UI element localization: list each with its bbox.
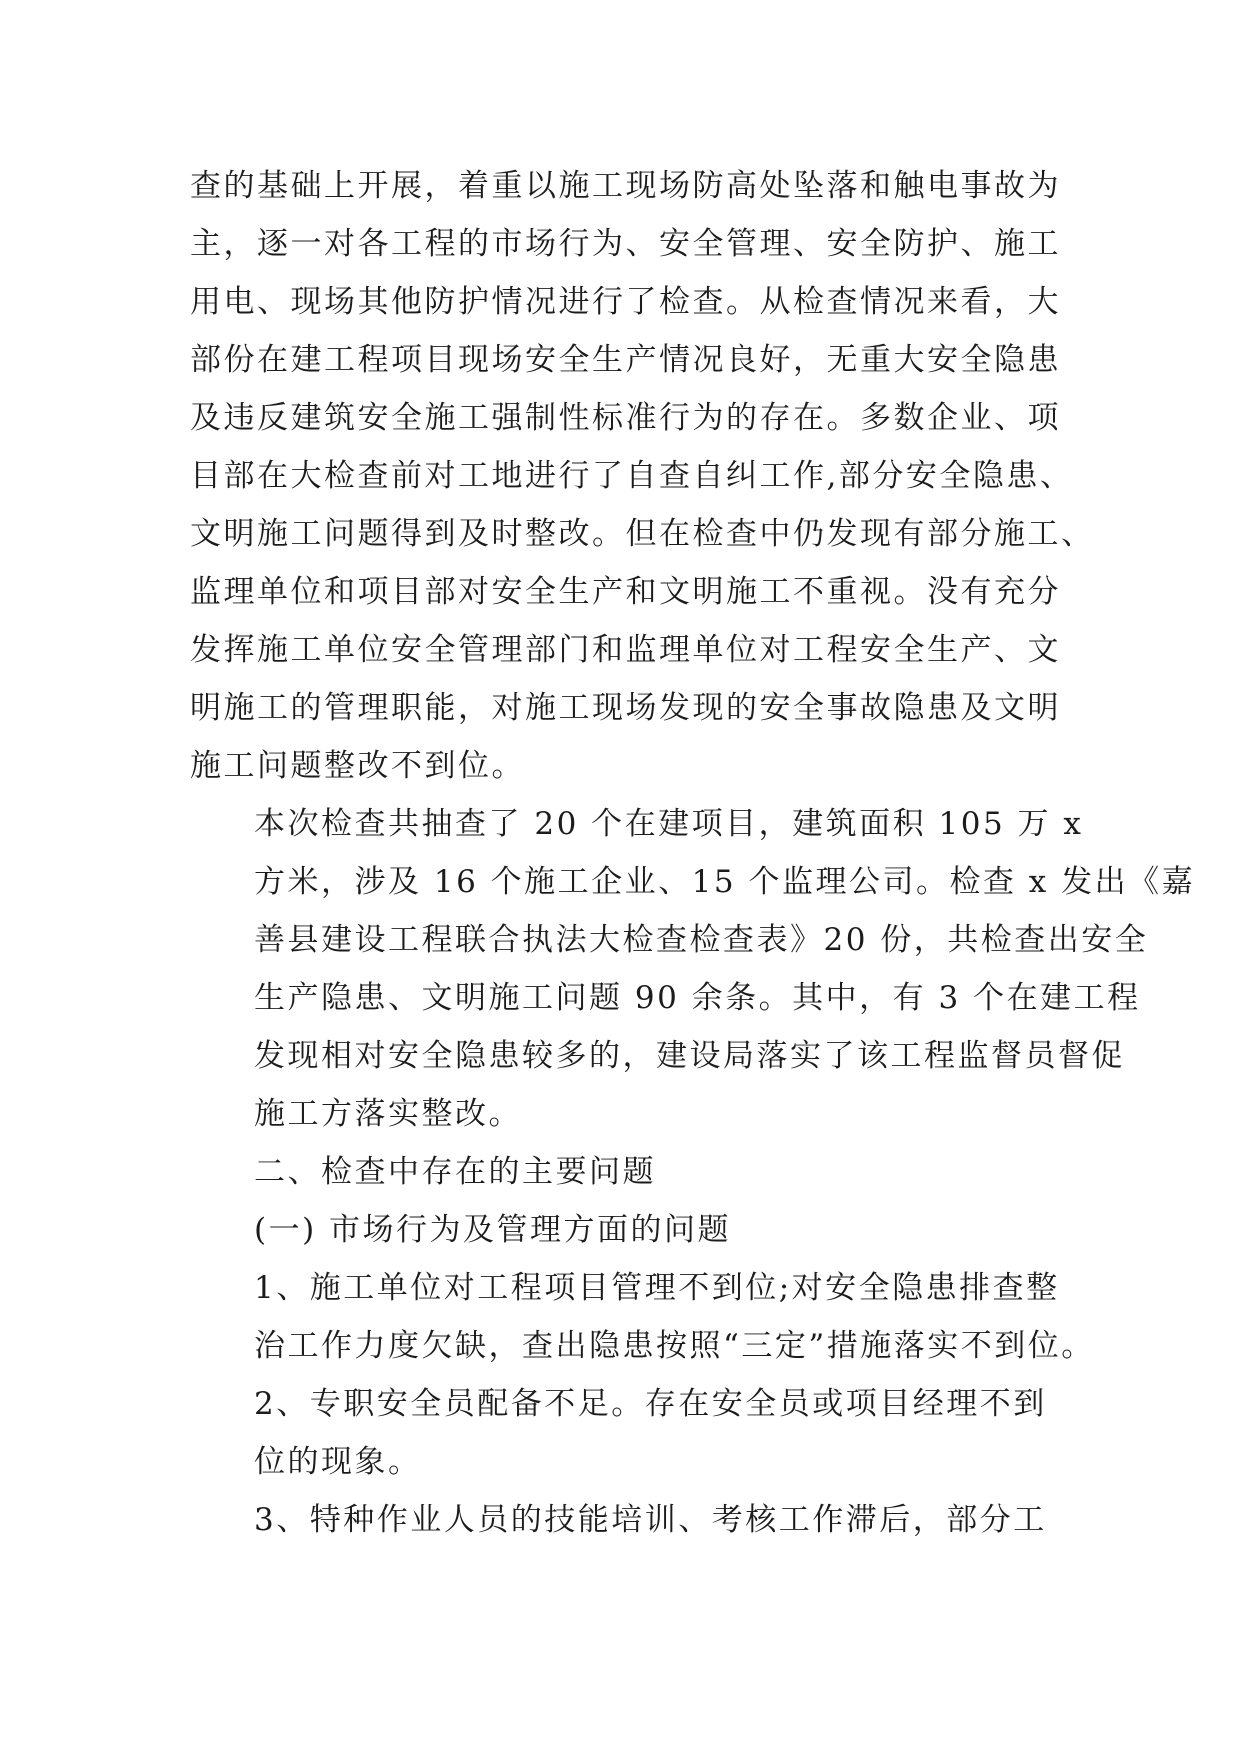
paragraph bbox=[190, 795, 1196, 1143]
text-line: 查的基础上开展，着重以施工现场防高处坠落和触电事故为 bbox=[190, 168, 1061, 204]
text-line: 施工方落实整改。 bbox=[254, 1096, 522, 1132]
paragraph bbox=[190, 1201, 1060, 1259]
text-line: 生产隐患、文明施工问题 90 余条。其中，有 3 个在建工程 bbox=[254, 980, 1141, 1016]
paragraph bbox=[190, 1375, 1060, 1491]
text-line: 本次检查共抽查了 20 个在建项目，建筑面积 105 万 x bbox=[254, 806, 1084, 842]
text-line: 监理单位和项目部对安全生产和文明施工不重视。没有充分 bbox=[190, 574, 1061, 610]
text-line: 治工作力度欠缺，查出隐患按照“三定”措施落实不到位。 bbox=[254, 1328, 1095, 1364]
paragraph bbox=[190, 1143, 1060, 1201]
text-line: 位的现象。 bbox=[254, 1444, 422, 1480]
text-line: 善县建设工程联合执法大检查检查表》20 份，共检查出安全 bbox=[254, 922, 1149, 958]
paragraph bbox=[190, 1259, 1095, 1375]
text-line: 1、施工单位对工程项目管理不到位;对安全隐患排查整 bbox=[254, 1270, 1060, 1306]
paragraph bbox=[190, 157, 1095, 795]
text-line: 及违反建筑安全施工强制性标准行为的存在。多数企业、项 bbox=[190, 400, 1061, 436]
text-line: (一) 市场行为及管理方面的问题 bbox=[254, 1212, 732, 1248]
text-line: 主，逐一对各工程的市场行为、安全管理、安全防护、施工 bbox=[190, 226, 1061, 262]
text-line: 发现相对安全隐患较多的，建设局落实了该工程监督员督促 bbox=[254, 1038, 1125, 1074]
text-line: 用电、现场其他防护情况进行了检查。从检查情况来看，大 bbox=[190, 284, 1061, 320]
text-line: 3、特种作业人员的技能培训、考核工作滞后，部分工 bbox=[254, 1502, 1047, 1538]
text-line: 二、检查中存在的主要问题 bbox=[254, 1154, 656, 1190]
body-text bbox=[190, 157, 1196, 1549]
paragraph bbox=[190, 1491, 1060, 1549]
text-line: 文明施工问题得到及时整改。但在检查中仍发现有部分施工、 bbox=[190, 516, 1095, 552]
text-line: 明施工的管理职能，对施工现场发现的安全事故隐患及文明 bbox=[190, 690, 1061, 726]
text-line: 目部在大检查前对工地进行了自查自纠工作,部分安全隐患、 bbox=[190, 458, 1074, 494]
text-line: 2、专职安全员配备不足。存在安全员或项目经理不到 bbox=[254, 1386, 1047, 1422]
text-line: 部份在建工程项目现场安全生产情况良好，无重大安全隐患 bbox=[190, 342, 1061, 378]
text-line: 方米，涉及 16 个施工企业、15 个监理公司。检查 x 发出《嘉 bbox=[254, 864, 1196, 900]
text-line: 施工问题整改不到位。 bbox=[190, 748, 525, 784]
text-line: 发挥施工单位安全管理部门和监理单位对工程安全生产、文 bbox=[190, 632, 1061, 668]
